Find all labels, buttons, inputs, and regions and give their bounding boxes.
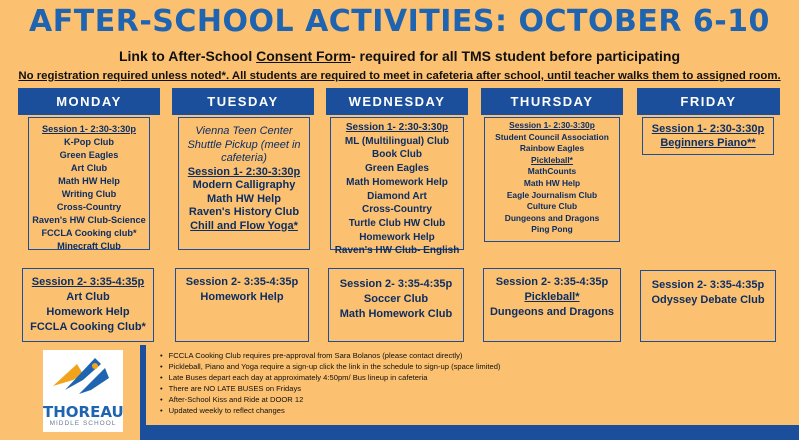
activity: Green Eagles — [59, 150, 119, 160]
school-logo — [43, 350, 123, 432]
activity: Math Homework Club — [339, 308, 453, 320]
logo-subtitle: MIDDLE SCHOOL — [49, 420, 117, 427]
session-header: Session 2- 3:35-4:35p — [185, 276, 299, 288]
activity: Turtle Club HW Club — [348, 217, 446, 229]
activity: Raven's History Club — [188, 206, 300, 218]
notice-text: No registration required unless noted*. All students are required to meet in cafeteria after school, until teacher walks them to assigned room. — [18, 70, 781, 82]
note-item: • There are NO LATE BUSES on Fridays — [160, 383, 500, 394]
note-item: • After-School Kiss and Ride at DOOR 12 — [160, 394, 500, 405]
consent-line — [0, 48, 799, 64]
activity: Diamond Art — [367, 190, 427, 202]
pickleball-signup-link[interactable]: Pickleball* — [531, 154, 573, 165]
activity: Student Council Association — [495, 131, 609, 142]
consent-suffix: - required for all TMS student before participating — [351, 48, 681, 64]
monday-session2-box — [22, 268, 154, 342]
note-item: • FCCLA Cooking Club requires pre-approval from Sara Bolanos (please contact directly) — [160, 350, 500, 361]
session-header: Session 2- 3:35-4:35p — [651, 279, 765, 291]
activity: Math HW Help — [523, 177, 581, 188]
activity: Cross-Country — [56, 202, 122, 212]
activity: Homework Help — [46, 306, 130, 318]
activity: Rainbow Eagles — [519, 143, 585, 154]
note-item: • Updated weekly to reflect changes — [160, 405, 500, 416]
activity: Culture Club — [526, 201, 578, 212]
activity: Modern Calligraphy — [192, 179, 296, 191]
consent-form-link[interactable]: Consent Form — [256, 48, 351, 64]
thursday-session1-box — [484, 117, 620, 242]
activity: Eagle Journalism Club — [506, 189, 598, 200]
activity: Green Eagles — [365, 163, 429, 175]
session-header: Session 2- 3:35-4:35p — [339, 278, 453, 290]
monday-session1-box — [28, 117, 150, 250]
session-header: Session 1- 2:30-3:30p — [651, 123, 765, 135]
footer-bar — [140, 425, 799, 440]
session-header: Session 1- 2:30-3:30p — [42, 124, 136, 134]
friday-session1-box — [642, 117, 774, 155]
activity: Art Club — [70, 163, 108, 173]
shuttle-note: Vienna Teen Center Shuttle Pickup (meet in cafeteria) — [187, 125, 301, 164]
activity: Ping Pong — [531, 224, 573, 235]
tuesday-session1-box — [178, 117, 310, 250]
activity: Art Club — [66, 291, 110, 303]
activity: Book Club — [372, 149, 422, 161]
day-header-monday: MONDAY — [18, 88, 160, 115]
session-header: Session 2- 3:35-4:35p — [495, 276, 609, 288]
session-header: Session 1- 2:30-3:30p — [187, 165, 301, 178]
activity: Soccer Club — [363, 293, 429, 305]
day-header-wednesday: WEDNESDAY — [326, 88, 468, 115]
activity: ML (Multilingual) Club — [344, 135, 450, 147]
activity: K-Pop Club — [63, 137, 114, 147]
thursday-session2-box — [483, 268, 621, 342]
activity: Homework Help — [200, 291, 284, 303]
activity: Minecraft Club — [57, 241, 121, 251]
wednesday-session2-box — [328, 268, 464, 342]
friday-session2-box — [640, 270, 776, 342]
activity: MathCounts — [527, 166, 577, 177]
day-header-thursday: THURSDAY — [481, 88, 623, 115]
activity: Dungeons and Dragons — [504, 212, 600, 223]
activity: Writing Club — [61, 189, 117, 199]
activity: Dungeons and Dragons — [489, 306, 615, 318]
activity: Odyssey Debate Club — [651, 294, 765, 306]
wednesday-session1-box — [330, 117, 464, 257]
activity: Cross-Country — [361, 204, 432, 216]
page-title: AFTER-SCHOOL ACTIVITIES: OCTOBER 6-10 — [29, 4, 770, 39]
session-header: Session 1- 2:30-3:30p — [345, 122, 449, 133]
activity: Homework Help — [359, 231, 435, 243]
eagle-icon — [43, 350, 123, 402]
consent-prefix: Link to After-School — [118, 48, 257, 64]
activity: FCCLA Cooking Club* — [30, 321, 146, 333]
yoga-signup-link[interactable]: Chill and Flow Yoga* — [190, 219, 298, 232]
piano-signup-link[interactable]: Beginners Piano** — [660, 137, 756, 149]
activity: Math HW Help — [58, 176, 120, 186]
tuesday-session2-box — [175, 268, 309, 342]
day-header-friday: FRIDAY — [637, 88, 780, 115]
activity: Math Homework Help — [346, 176, 448, 188]
session-header: Session 2- 3:35-4:35p — [31, 276, 145, 288]
day-header-tuesday: TUESDAY — [172, 88, 314, 115]
activity: Raven's HW Club- English — [334, 245, 460, 257]
pickleball-signup-link[interactable]: Pickleball* — [524, 291, 580, 303]
note-item: • Late Buses depart each day at approximately 4:50pm/ Bus lineup in cafeteria — [160, 372, 500, 383]
activity: FCCLA Cooking club* — [41, 228, 137, 238]
session-header: Session 1- 2:30-3:30p — [509, 120, 595, 130]
logo-name: THOREAU — [43, 403, 124, 421]
note-item: • Pickleball, Piano and Yoga require a sign-up click the link in the schedule to sign-up (space limited) — [160, 361, 500, 372]
activity: Raven's HW Club-Science — [32, 215, 146, 225]
activity: Math HW Help — [207, 192, 281, 205]
notes-list — [160, 350, 500, 416]
